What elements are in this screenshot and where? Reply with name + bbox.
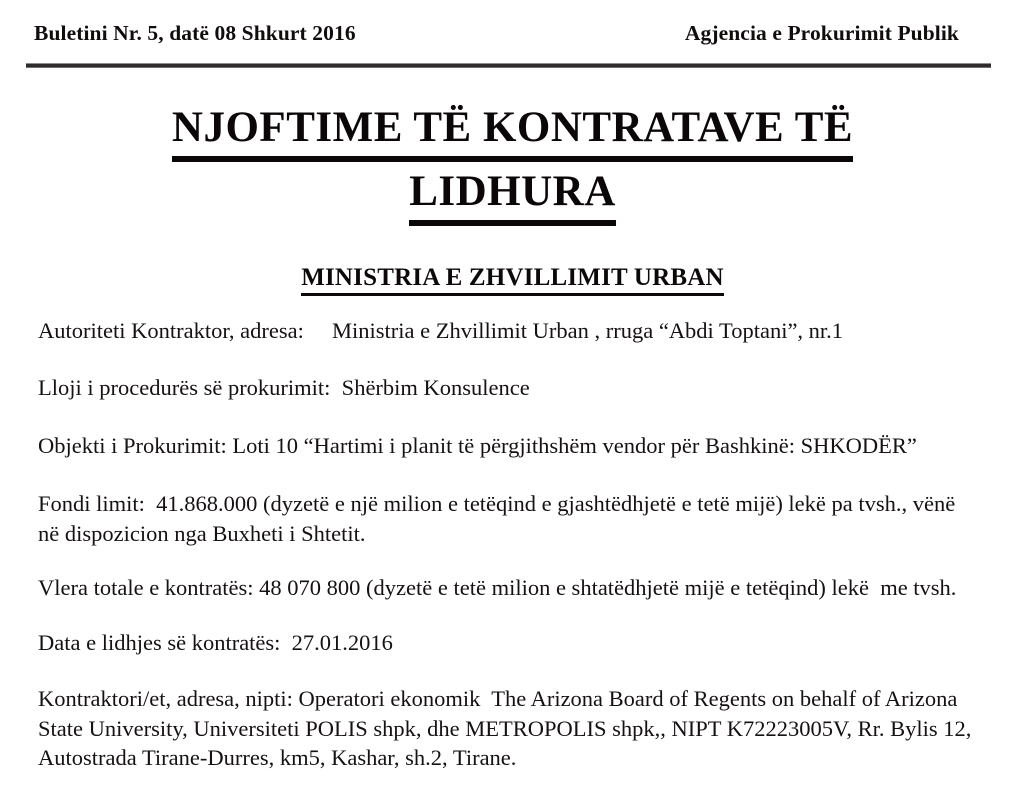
document-title-line-2: LIDHURA: [409, 165, 616, 226]
header-divider-rule: [26, 63, 991, 68]
document-title-line-1: NJOFTIME TË KONTRATAVE TË: [172, 101, 853, 162]
running-header: [34, 22, 989, 56]
field-procurement-object: Objekti i Prokurimit: Loti 10 “Hartimi i planit të përgjithshëm vendor për Bashkinë: SHKODËR”: [38, 433, 917, 459]
field-total-contract-value: Vlera totale e kontratës: 48 070 800 (dyzetë e tetë milion e shtatëdhjetë mijë e tetëqind) lekë me tvsh.: [38, 575, 957, 601]
field-contract-date: Data e lidhjes së kontratës: 27.01.2016: [38, 630, 393, 656]
field-procedure-type: Lloji i procedurës së prokurimit: Shërbim Konsulence: [38, 374, 530, 400]
section-heading-text: MINISTRIA E ZHVILLIMIT URBAN: [301, 264, 724, 296]
field-fund-limit: Fondi limit: 41.868.000 (dyzetë e një milion e tetëqind e gjashtëdhjetë e tetë mijë) lekë pa tvsh., vënë në dispozicion nga Buxheti i Shtetit.: [38, 491, 961, 546]
document-title: [0, 101, 1025, 226]
field-contractor-details: Kontraktori/et, adresa, nipti: Operatori ekonomik The Arizona Board of Regents on behalf of Arizona State University, Universiteti POLIS shpk, dhe METROPOLIS shpk,, NIPT K72223005V, Rr. Bylis 12, Autostrada Tirane-Durres, km5, Kashar, sh.2, Tirane.: [38, 685, 976, 771]
section-heading: [0, 264, 1025, 296]
field-contracting-authority: Autoriteti Kontraktor, adresa: Ministria e Zhvillimit Urban , rruga “Abdi Toptani”, nr.1: [38, 318, 844, 343]
bulletin-issue-label: Buletini Nr. 5, datë 08 Shkurt 2016: [34, 21, 356, 45]
notice-body: [38, 316, 976, 773]
agency-name-label: Agjencia e Prokurimit Publik: [684, 21, 959, 45]
